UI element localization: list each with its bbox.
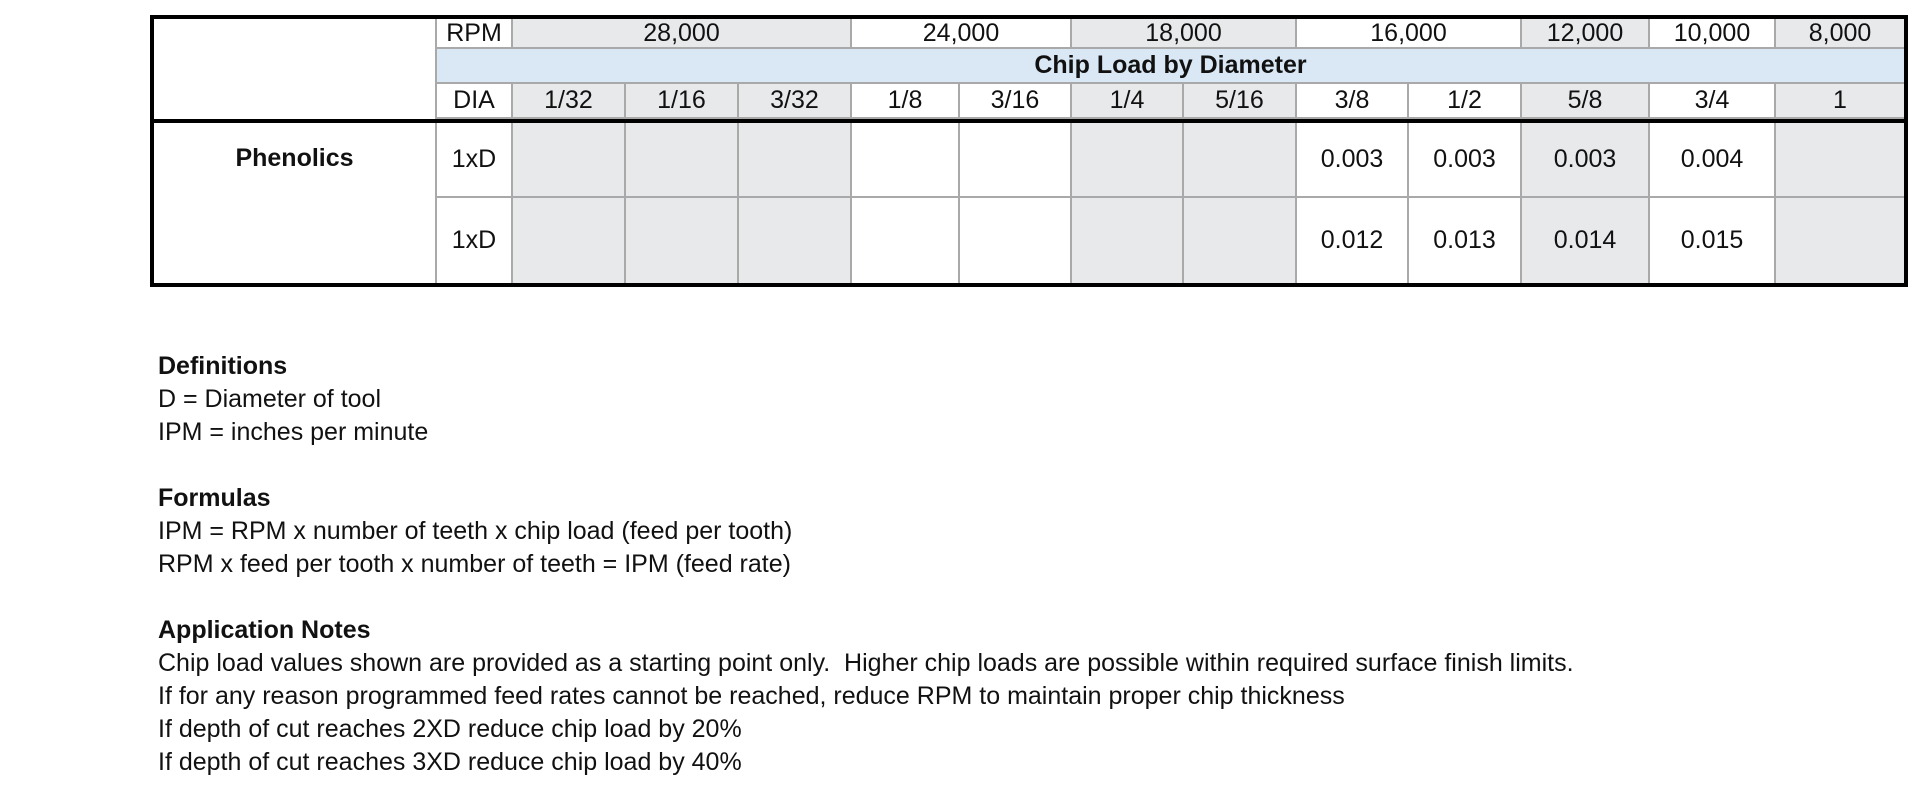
row2-cell: [960, 198, 1072, 283]
application-notes-heading: Application Notes: [158, 616, 371, 644]
row1-cell: [960, 123, 1072, 198]
definition-line: D = Diameter of tool: [158, 385, 382, 413]
dia-1-4: 1/4: [1072, 84, 1184, 119]
rpm-group-24000: 24,000: [852, 19, 1072, 49]
dia-5-16: 5/16: [1184, 84, 1297, 119]
dia-5-8: 5/8: [1522, 84, 1650, 119]
dia-3-4: 3/4: [1650, 84, 1776, 119]
row1-cell: 0.003: [1409, 123, 1522, 198]
rpm-group-28000: 28,000: [513, 19, 852, 49]
dia-3-32: 3/32: [739, 84, 852, 119]
dia-1: 1: [1776, 84, 1904, 119]
row2-cell: [1072, 198, 1184, 283]
dia-3-8: 3/8: [1297, 84, 1409, 119]
row1-cell: 0.004: [1650, 123, 1776, 198]
row1-cell: [739, 123, 852, 198]
row1-cell: 0.003: [1522, 123, 1650, 198]
dia-1-8: 1/8: [852, 84, 960, 119]
row1-cell: [1072, 123, 1184, 198]
application-note-line: Chip load values shown are provided as a starting point only. Higher chip loads are possible within required surface finish limits.: [158, 649, 1574, 677]
row2-cell: 0.013: [1409, 198, 1522, 283]
definition-line: IPM = inches per minute: [158, 418, 429, 446]
dia-3-16: 3/16: [960, 84, 1072, 119]
row2-cell: 0.012: [1297, 198, 1409, 283]
definitions-heading: Definitions: [158, 352, 288, 380]
application-note-line: If depth of cut reaches 2XD reduce chip load by 20%: [158, 715, 742, 743]
application-note-line: If depth of cut reaches 3XD reduce chip load by 40%: [158, 748, 742, 776]
formula-line: RPM x feed per tooth x number of teeth = IPM (feed rate): [158, 550, 791, 578]
row2-cell: 0.015: [1650, 198, 1776, 283]
dia-1-32: 1/32: [513, 84, 626, 119]
material-label: Phenolics: [235, 144, 354, 172]
row1-cell: [852, 123, 960, 198]
rpm-label: RPM: [435, 19, 513, 49]
rpm-group-8000: 8,000: [1776, 19, 1904, 49]
row2-cell: [739, 198, 852, 283]
row2-depth: 1xD: [435, 198, 513, 283]
row2-cell: [513, 198, 626, 283]
dia-1-16: 1/16: [626, 84, 739, 119]
dia-label: DIA: [435, 84, 513, 119]
chip-load-band-title: Chip Load by Diameter: [435, 49, 1904, 84]
chip-load-table: [150, 15, 1908, 287]
row2-cell: 0.014: [1522, 198, 1650, 283]
rpm-group-18000: 18,000: [1072, 19, 1297, 49]
notes-section: [158, 350, 1574, 779]
application-note-line: If for any reason programmed feed rates cannot be reached, reduce RPM to maintain proper chip thickness: [158, 682, 1345, 710]
row2-cell: [1184, 198, 1297, 283]
row2-cell: [1776, 198, 1904, 283]
row1-cell: [626, 123, 739, 198]
rpm-group-10000: 10,000: [1650, 19, 1776, 49]
row1-cell: 0.003: [1297, 123, 1409, 198]
rpm-group-12000: 12,000: [1522, 19, 1650, 49]
row1-cell: [513, 123, 626, 198]
row1-cell: [1776, 123, 1904, 198]
formula-line: IPM = RPM x number of teeth x chip load (feed per tooth): [158, 517, 793, 545]
rpm-group-16000: 16,000: [1297, 19, 1522, 49]
row2-cell: [852, 198, 960, 283]
row1-cell: [1184, 123, 1297, 198]
dia-1-2: 1/2: [1409, 84, 1522, 119]
row1-depth: 1xD: [435, 123, 513, 198]
formulas-heading: Formulas: [158, 484, 271, 512]
row2-cell: [626, 198, 739, 283]
